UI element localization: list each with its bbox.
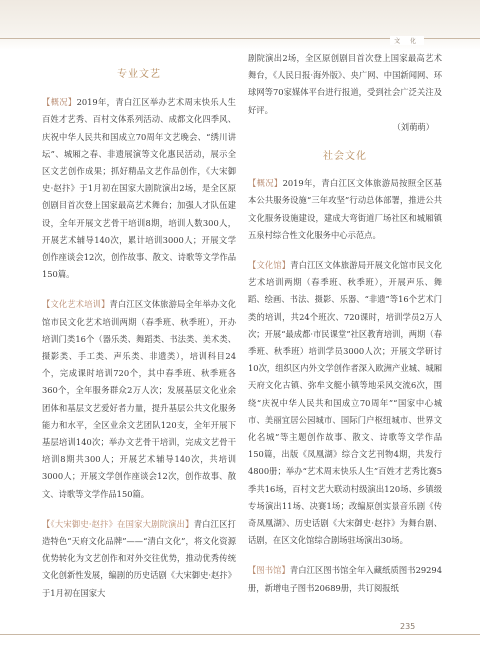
- paragraph-body: 2019年，青白江区举办艺术周末快乐人生百姓才艺秀、百村文体系列活动、成都文化四季风、庆祝中华人民共和国成立70周年文艺晚会、“绣川讲坛”、城厢之春、非遗展演等文化惠民活动，展示全区文艺创作成果；抓好精品文艺作品创作，《大宋御史·赵抃》于1月初在国家大剧院演出2场，是全区原创剧目首次登上国家最高艺术舞台；加强人才队伍建设，全年开展文艺骨干培训8期，培训人数300人，开展艺术辅导140次，累计培训3000人；开展文学创作座谈会12次，创作故事、散文、诗歌等文学作品150篇。: [42, 97, 236, 280]
- right-column: [248, 50, 442, 597]
- left-column: [42, 50, 236, 602]
- page-number: 235: [400, 622, 416, 631]
- paragraph-social-overview: [248, 175, 442, 244]
- paragraph-tag: 【文化馆】: [248, 260, 291, 271]
- paragraph-overview: [42, 94, 236, 283]
- paragraph-national-theatre: [42, 516, 236, 602]
- paragraph-body: 2019年，青白江区文体旅游局按照全区基本公共服务设施“三年攻坚”行动总体部署，推进公共文化服务设施建设，建成大弯街道厂场社区和城厢镇五泉村综合性文化服务中心示范点。: [248, 178, 442, 240]
- paragraph-body: 青白江区文体旅游局开展文化馆市民文化艺术培训两期（春季班、秋季班），开展声乐、舞蹈、绘画、书法、摄影、乐器、“非遗”等16个艺术门类的培训，共24个班次、720课时，培训学员2万人次；开展“最成都·市民课堂”社区教育培训，两期（春季班、秋季班）培训学员3000人次；开展文学研讨10次，组织区内外文学创作者深入欧洲产业城、城厢天府文化古镇、弥牟文艇小镇等地采风交流6次，围绕“庆祝中华人民共和国成立70周年”“国家中心城市、美丽宜居公园城市、国际门户枢纽城市、世界文化名城”等主题创作故事、散文、诗歌等文学作品150篇，出版《凤凰湖》综合文艺刊物4期，共发行4800册；举办“艺术周末快乐人生”百姓才艺秀比赛5季共16场，百村文艺大联动村级演出120场、乡镇级专场演出11场、决赛1场；改编原创实景音乐剧《传奇凤凰湖》、历史话剧《大宋御史·赵抃》为舞台剧、话剧，在区文化馆综合剧场驻场演出30场。: [248, 260, 442, 546]
- section-title-professional-arts: 专业文艺: [117, 69, 161, 80]
- paragraph-tag: 【图书馆】: [248, 565, 290, 576]
- running-header: 文 化: [390, 36, 424, 45]
- author-signature: （刘萌萌）: [392, 121, 434, 132]
- paragraph-tag: 【《大宋御史·赵抃》在国家大剧院演出】: [42, 518, 194, 529]
- paragraph-continuation: 剧院演出2场，全区原创剧目首次登上国家最高艺术舞台，《人民日报·海外版》、央广网、中国新闻网、环球网等70家媒体平台进行报道，受到社会广泛关注及好评。: [248, 53, 442, 115]
- paragraph-body: 青白江区图书馆全年入藏纸质图书29294册，新增电子图书20689册，共订阅报纸: [248, 565, 442, 593]
- footer-rule: [0, 634, 480, 635]
- paragraph-body: 青白江区打造特色“天府文化品牌”——“清白文化”，将文化资源优势转化为文艺创作和对外交往优势，推动优秀传统文化创新性发展，编剧的历史话剧《大宋御史·赵抃》于1月初在国家大: [42, 518, 236, 598]
- paragraph-cultural-center: [248, 257, 442, 549]
- paragraph-tag: 【文化艺术培训】: [42, 299, 110, 310]
- section-title-social-culture: 社会文化: [323, 151, 367, 163]
- paragraph-library: [248, 562, 442, 596]
- paragraph-tag: 【概况】: [248, 178, 283, 189]
- paragraph-tag: 【概况】: [42, 97, 77, 108]
- paragraph-art-training: [42, 296, 236, 502]
- paragraph-body: 青白江区文体旅游局全年举办文化馆市民文化艺术培训两期（春季班、秋季班），开办培训门类16个（器乐类、舞蹈类、书法类、美术类、摄影类、手工类、声乐类、非遗类），培训科目24个，完成课时培训720个，其中春季班、秋季班各360个，全年服务群众2万人次；发展基层文化业余团体和基层文艺爱好者力量，提升基层公共文化服务能力和水平，全区业余文艺团队120支，全年开展下基层培训140次；举办文艺骨干培训，完成文艺骨干培训8期共300人；开展艺术辅导140次，共培训3000人；开展文学创作座谈会12次，创作故事、散文、诗歌等文学作品150篇。: [42, 299, 236, 499]
